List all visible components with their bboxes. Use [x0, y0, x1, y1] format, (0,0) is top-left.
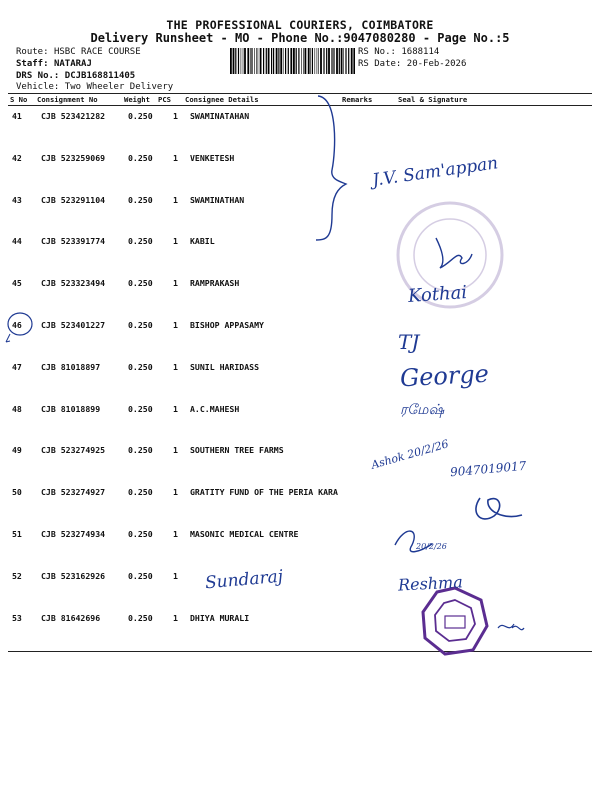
cell-weight: 0.250	[128, 361, 153, 372]
col-consignment: Consignment No	[37, 95, 98, 104]
cell-pcs: 1	[173, 278, 178, 289]
cell-cno: CJB 523391774	[41, 236, 106, 247]
cell-pcs: 1	[173, 194, 178, 205]
cell-cno: CJB 523274925	[41, 445, 106, 456]
recipient-name-row-52: Sundaraj	[204, 566, 284, 594]
cell-cno: CJB 523323494	[41, 278, 106, 289]
signature-row-46: TJ	[398, 330, 420, 354]
cell-sno: 49	[12, 445, 22, 456]
cell-sno: 50	[12, 487, 22, 498]
cell-pcs: 1	[173, 570, 178, 581]
cell-weight: 0.250	[128, 320, 153, 330]
company-stamp	[423, 588, 487, 654]
cell-cno: CJB 81018899	[41, 403, 101, 414]
cell-weight: 0.250	[128, 529, 153, 539]
cell-weight: 0.250	[128, 194, 153, 205]
route-value: HSBC RACE COURSE	[53, 47, 141, 57]
signature-53	[498, 624, 524, 630]
cell-cno: CJB 81018897	[41, 361, 101, 372]
cell-sno: 44	[12, 236, 22, 247]
cell-cno: CJB 523259069	[41, 152, 106, 163]
staff-value: NATARAJ	[53, 59, 92, 69]
cell-consignee: SOUTHERN TREE FARMS	[190, 445, 284, 456]
cell-pcs: 1	[173, 445, 178, 456]
cell-sno: 51	[12, 529, 22, 539]
rs-date-value: 20-Feb-2026	[406, 59, 467, 69]
cell-sno: 42	[12, 152, 22, 163]
signature-row-48: ரமேஷ்	[400, 402, 445, 418]
cell-weight: 0.250	[128, 403, 153, 414]
signature-rows-41-43: J.V. Sam'appan	[371, 153, 500, 191]
signature-row-49-b: 9047019017	[449, 458, 527, 480]
cell-sno: 45	[12, 278, 22, 289]
drs-label: DRS No.:	[16, 71, 60, 81]
cell-weight: 0.250	[128, 487, 153, 498]
col-sno: S No	[10, 95, 28, 104]
cell-weight: 0.250	[128, 445, 153, 456]
bracket-mark	[316, 96, 346, 240]
cell-pcs: 1	[173, 111, 178, 121]
cell-cno: CJB 523401227	[41, 320, 106, 330]
cell-consignee: DHIYA MURALI	[190, 612, 250, 623]
cell-weight: 0.250	[128, 278, 153, 289]
staff-label: Staff:	[16, 59, 49, 69]
cell-consignee: BISHOP APPASAMY	[190, 320, 264, 330]
signature-50	[476, 498, 522, 519]
cell-cno: CJB 81642696	[41, 612, 101, 623]
cell-weight: 0.250	[128, 111, 153, 121]
cell-cno: CJB 523162926	[41, 570, 106, 581]
cell-pcs: 1	[173, 403, 178, 414]
cell-consignee: RAMPRAKASH	[190, 278, 240, 289]
cell-sno: 47	[12, 361, 22, 372]
runsheet-company-title: THE PROFESSIONAL COURIERS, COIMBATORE	[166, 18, 434, 32]
cell-weight: 0.250	[128, 152, 153, 163]
cell-pcs: 1	[173, 487, 178, 498]
cell-sno: 53	[12, 612, 22, 623]
cell-cno: CJB 523291104	[41, 194, 106, 205]
col-consignee: Consignee Details	[185, 95, 259, 104]
cell-consignee: A.C.MAHESH	[190, 403, 240, 414]
cell-cno: CJB 523274934	[41, 529, 106, 539]
cell-consignee: SWAMINATAHAN	[190, 111, 250, 121]
vehicle-value: Two Wheeler Delivery	[64, 82, 174, 92]
col-pcs: PCS	[158, 95, 171, 104]
cell-sno: 43	[12, 194, 22, 205]
signature-row-51: 20/2/26	[416, 542, 447, 551]
cell-weight: 0.250	[128, 612, 153, 623]
cell-cno: CJB 523274927	[41, 487, 106, 498]
cell-pcs: 1	[173, 612, 178, 623]
cell-pcs: 1	[173, 320, 178, 330]
cell-pcs: 1	[173, 236, 178, 247]
signature-row-47: George	[399, 359, 490, 393]
signature-row-45: Kothai	[407, 281, 468, 308]
route-label: Route:	[16, 47, 49, 57]
vehicle-label: Vehicle:	[16, 82, 60, 92]
col-remarks: Remarks	[342, 95, 373, 104]
cell-consignee: GRATITY FUND OF THE PERIA KARA	[190, 487, 338, 498]
col-seal-signature: Seal & Signature	[398, 95, 468, 104]
cell-cno: CJB 523421282	[41, 111, 106, 121]
col-weight: Weight	[124, 95, 150, 104]
signature-44	[436, 238, 472, 268]
rs-no-label: RS No.:	[358, 47, 396, 57]
drs-value: DCJB168811405	[64, 71, 136, 81]
cell-consignee: VENKETESH	[190, 152, 235, 163]
cell-sno: 41	[12, 111, 22, 121]
cell-sno: 46	[12, 320, 22, 330]
cell-pcs: 1	[173, 361, 178, 372]
cell-consignee: SWAMINATHAN	[190, 194, 245, 205]
cell-weight: 0.250	[128, 570, 153, 581]
signature-row-52: Reshma	[397, 572, 464, 595]
rs-date-label: RS Date:	[358, 59, 402, 69]
rs-no-value: 1688114	[401, 47, 440, 57]
signature-row-49-a: Ashok 20/2/26	[369, 437, 451, 472]
cell-weight: 0.250	[128, 236, 153, 247]
cell-consignee: SUNIL HARIDASS	[190, 361, 260, 372]
runsheet-subtitle: Delivery Runsheet - MO - Phone No.:9047080280 - Page No.:5	[90, 31, 510, 45]
arrow-mark-46	[6, 334, 10, 342]
circle-mark-46	[8, 313, 32, 335]
cell-consignee: MASONIC MEDICAL CENTRE	[190, 529, 299, 539]
cell-sno: 48	[12, 403, 22, 414]
cell-pcs: 1	[173, 529, 178, 539]
cell-consignee: KABIL	[190, 236, 215, 247]
cell-pcs: 1	[173, 152, 178, 163]
cell-sno: 52	[12, 570, 22, 581]
